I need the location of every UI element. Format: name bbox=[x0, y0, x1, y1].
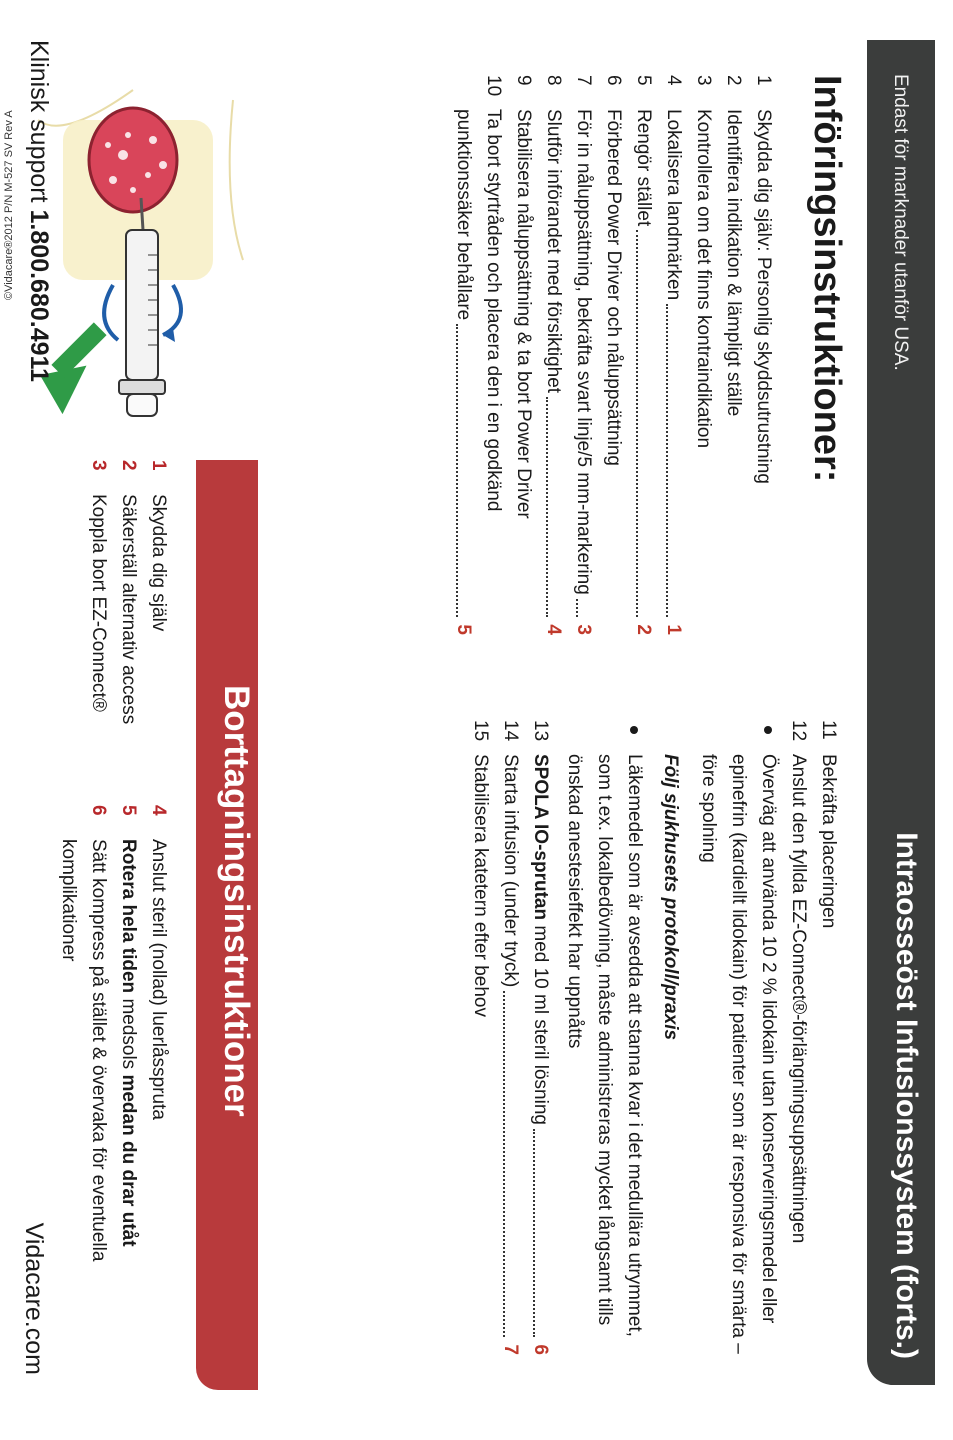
step-number: 7 bbox=[573, 75, 594, 86]
step-text: Stabilisera katetern efter behov bbox=[470, 754, 491, 1017]
removal-steps-continued bbox=[53, 805, 173, 1325]
step-text: Rengör stället bbox=[633, 109, 654, 227]
header-title: Intraosseöst Infusionssystem (forts.) bbox=[890, 832, 923, 1359]
step-number: 5 bbox=[633, 75, 654, 86]
step-number: 6 bbox=[88, 805, 109, 816]
website-link[interactable]: Vidacare.com bbox=[20, 1222, 48, 1375]
step-row bbox=[783, 720, 813, 1355]
step-number: 8 bbox=[543, 75, 564, 86]
step-number: 2 bbox=[723, 75, 744, 86]
clinical-support bbox=[24, 40, 53, 382]
step-number: 3 bbox=[88, 460, 109, 471]
insertion-steps-continued bbox=[465, 720, 843, 1355]
bullet-text: Överväg att använda 10 2 % lidokain utan konserveringsmedel eller epinefrin (kardiellt lidokain) för patienter som är responsiva för smärta – före spolning bbox=[698, 754, 779, 1354]
page-ref: 4 bbox=[543, 624, 564, 635]
step-row bbox=[143, 805, 173, 1325]
protocol-note: Följ sjukhusets protokoll/praxis bbox=[660, 754, 681, 1041]
step-text: Identifiera indikation & lämpligt ställe bbox=[723, 109, 744, 417]
step-text: För in nåluppsättning, bekräfta svart linje/5 mm-markering bbox=[573, 109, 594, 595]
step-row bbox=[658, 75, 688, 635]
step-number: 3 bbox=[693, 75, 714, 86]
support-label: Klinisk support bbox=[25, 40, 53, 203]
step-text: med 10 ml steril lösning bbox=[530, 925, 551, 1125]
step-number: 1 bbox=[148, 460, 169, 471]
page-ref: 7 bbox=[500, 1344, 521, 1355]
bullet-text: Läkemedel som är avsedda att stanna kvar i det medullära utrymmet, som t.ex. lokalbedövning, måste administreras mycket långsamt tills önskad anestesieffekt har uppnåtts bbox=[564, 754, 645, 1337]
bone-cross-section bbox=[89, 108, 177, 212]
page-ref: 5 bbox=[453, 624, 474, 635]
syringe-illustration bbox=[33, 80, 253, 420]
page-ref: 1 bbox=[663, 624, 684, 635]
header-bar bbox=[867, 40, 935, 1385]
step-number: 13 bbox=[530, 720, 551, 742]
step-number: 6 bbox=[603, 75, 624, 86]
removal-title: Borttagningsinstruktioner bbox=[217, 685, 256, 1117]
step-text: Kontrollera om det finns kontraindikation bbox=[693, 109, 714, 449]
step-number: 1 bbox=[753, 75, 774, 86]
step-text: Koppla bort EZ-Connect® bbox=[88, 494, 109, 712]
step-row bbox=[538, 75, 568, 635]
step-row bbox=[53, 805, 113, 1325]
step-row-continued bbox=[448, 75, 478, 635]
step-row bbox=[628, 75, 658, 635]
step-text: Anslut den fyllda EZ-Connect®-förlängningsuppsättningen bbox=[788, 754, 809, 1244]
step-row bbox=[495, 720, 525, 1355]
step-row bbox=[598, 75, 628, 635]
step-row bbox=[113, 460, 143, 790]
syringe-barrel bbox=[126, 230, 158, 380]
step-text: punktionssäker behållare bbox=[453, 109, 474, 321]
step-text: Stabilisera nåluppsättning & ta bort Power Driver bbox=[513, 109, 534, 519]
page-ref: 3 bbox=[573, 624, 594, 635]
bullet-icon bbox=[630, 726, 638, 734]
step-row bbox=[143, 460, 173, 790]
step-number: 4 bbox=[148, 805, 169, 816]
step-row bbox=[83, 460, 113, 790]
step-row bbox=[813, 720, 843, 1355]
step-row bbox=[465, 720, 495, 1355]
step-text: Lokalisera landmärken bbox=[663, 109, 684, 301]
step-text: Skydda dig själv bbox=[148, 494, 169, 632]
market-note: Endast för marknader utanför USA. bbox=[890, 74, 911, 371]
step-number: 2 bbox=[118, 460, 139, 471]
step-row bbox=[113, 805, 143, 1325]
step-bold-text: SPOLA IO-sprutan bbox=[530, 754, 551, 921]
page-ref: 6 bbox=[530, 1344, 551, 1355]
step-row bbox=[718, 75, 748, 635]
step-row bbox=[525, 720, 555, 1355]
step-number: 11 bbox=[818, 720, 839, 740]
page-ref: 2 bbox=[633, 624, 654, 635]
bullet-item bbox=[559, 720, 649, 1355]
rotation-arrow-icon bbox=[163, 285, 181, 335]
step-row bbox=[478, 75, 508, 635]
step-text: Sätt kompress på stället & övervaka för eventuella komplikationer bbox=[58, 839, 109, 1262]
step-text: Starta infusion (under tryck) bbox=[500, 754, 521, 988]
step-text: Anslut steril (nollad) luerlåsspruta bbox=[148, 839, 169, 1120]
step-text: Bekräfta placeringen bbox=[818, 754, 839, 929]
step-text: Säkerställ alternativ access bbox=[118, 494, 139, 725]
step-number: 4 bbox=[663, 75, 684, 86]
step-bold-text: medan du drar utåt bbox=[118, 1074, 139, 1247]
step-bold-text: Rotera hela tiden bbox=[118, 839, 139, 994]
step-number: 15 bbox=[470, 720, 491, 742]
copyright-note: ©Vidacare®2012 P/N M-527 SV Rev A bbox=[3, 110, 15, 300]
step-number: 5 bbox=[118, 805, 139, 816]
step-row bbox=[688, 75, 718, 635]
step-number: 12 bbox=[788, 720, 809, 742]
step-text: Förbered Power Driver och nåluppsättning bbox=[603, 109, 624, 466]
removal-steps bbox=[83, 460, 173, 790]
insertion-title: Införingsinstruktioner: bbox=[806, 75, 848, 483]
step-row bbox=[748, 75, 778, 635]
bullet-item bbox=[693, 720, 783, 1355]
step-row bbox=[508, 75, 538, 635]
bullet-icon bbox=[764, 726, 772, 734]
step-number: 10 bbox=[483, 75, 504, 97]
step-text: medsols bbox=[118, 998, 139, 1070]
support-phone: 1.800.680.4911 bbox=[25, 209, 53, 382]
step-text: Ta bort styrtråden och placera den i en godkänd bbox=[483, 109, 504, 512]
step-row bbox=[568, 75, 598, 635]
step-number: 9 bbox=[513, 75, 534, 86]
insertion-steps bbox=[448, 75, 778, 635]
step-text: Skydda dig själv: Personlig skyddsutrustning bbox=[753, 109, 774, 484]
step-number: 14 bbox=[500, 720, 521, 742]
step-text: Slutför införandet med försiktighet bbox=[543, 109, 564, 394]
